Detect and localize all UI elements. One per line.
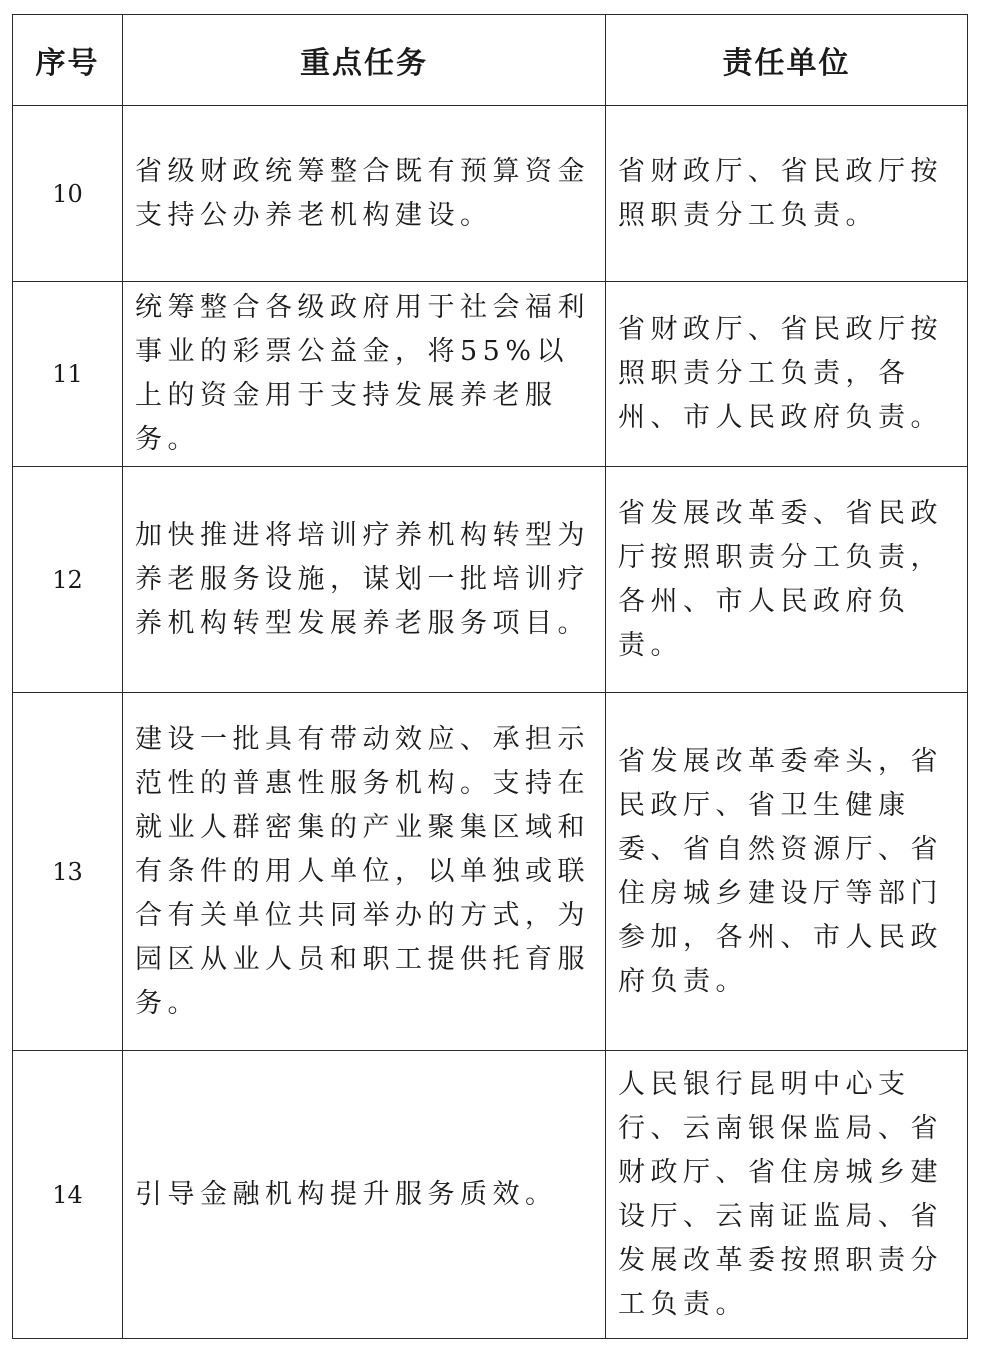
header-task: 重点任务	[123, 15, 606, 106]
row-unit	[606, 467, 968, 693]
table-row	[13, 693, 968, 1051]
row-unit-text: 人民银行昆明中心支行、云南银保监局、省财政厅、省住房城乡建设厅、云南证监局、省发展改革委按照职责分工负责。	[618, 1068, 943, 1320]
row-unit	[606, 1051, 968, 1339]
task-table	[12, 14, 968, 1339]
row-unit-text: 省财政厅、省民政厅按照职责分工负责，各州、市人民政府负责。	[618, 314, 943, 433]
header-unit: 责任单位	[606, 15, 968, 106]
row-task	[123, 106, 606, 282]
row-task	[123, 282, 606, 467]
row-task-text: 省级财政统筹整合既有预算资金支持公办养老机构建设。	[135, 155, 590, 231]
row-task-text: 建设一批具有带动效应、承担示范性的普惠性服务机构。支持在就业人群密集的产业聚集区域和有条件的用人单位，以单独或联合有关单位共同举办的方式，为园区从业人员和职工提供托育服务。	[135, 723, 590, 1019]
row-number: 13	[13, 693, 123, 1051]
row-task-text: 统筹整合各级政府用于社会福利事业的彩票公益金，将55%以上的资金用于支持发展养老服务。	[135, 292, 590, 455]
row-unit	[606, 106, 968, 282]
row-task	[123, 693, 606, 1051]
row-unit	[606, 693, 968, 1051]
table-row	[13, 106, 968, 282]
row-task-text: 加快推进将培训疗养机构转型为养老服务设施，谋划一批培训疗养机构转型发展养老服务项目。	[135, 519, 590, 639]
table-row	[13, 282, 968, 467]
table-row	[13, 467, 968, 693]
row-number: 10	[13, 106, 123, 282]
row-number: 14	[13, 1051, 123, 1339]
row-number: 11	[13, 282, 123, 467]
row-number: 12	[13, 467, 123, 693]
table-header-row	[13, 15, 968, 106]
row-task	[123, 467, 606, 693]
row-unit-text: 省发展改革委牵头，省民政厅、省卫生健康委、省自然资源厅、省住房城乡建设厅等部门参加，各州、市人民政府负责。	[618, 745, 943, 997]
row-task	[123, 1051, 606, 1339]
row-task-text: 引导金融机构提升服务质效。	[135, 1178, 558, 1210]
row-unit-text: 省财政厅、省民政厅按照职责分工负责。	[618, 155, 943, 231]
row-unit-text: 省发展改革委、省民政厅按照职责分工负责，各州、市人民政府负责。	[618, 497, 943, 661]
header-number: 序号	[13, 15, 123, 106]
row-unit	[606, 282, 968, 467]
table-row	[13, 1051, 968, 1339]
